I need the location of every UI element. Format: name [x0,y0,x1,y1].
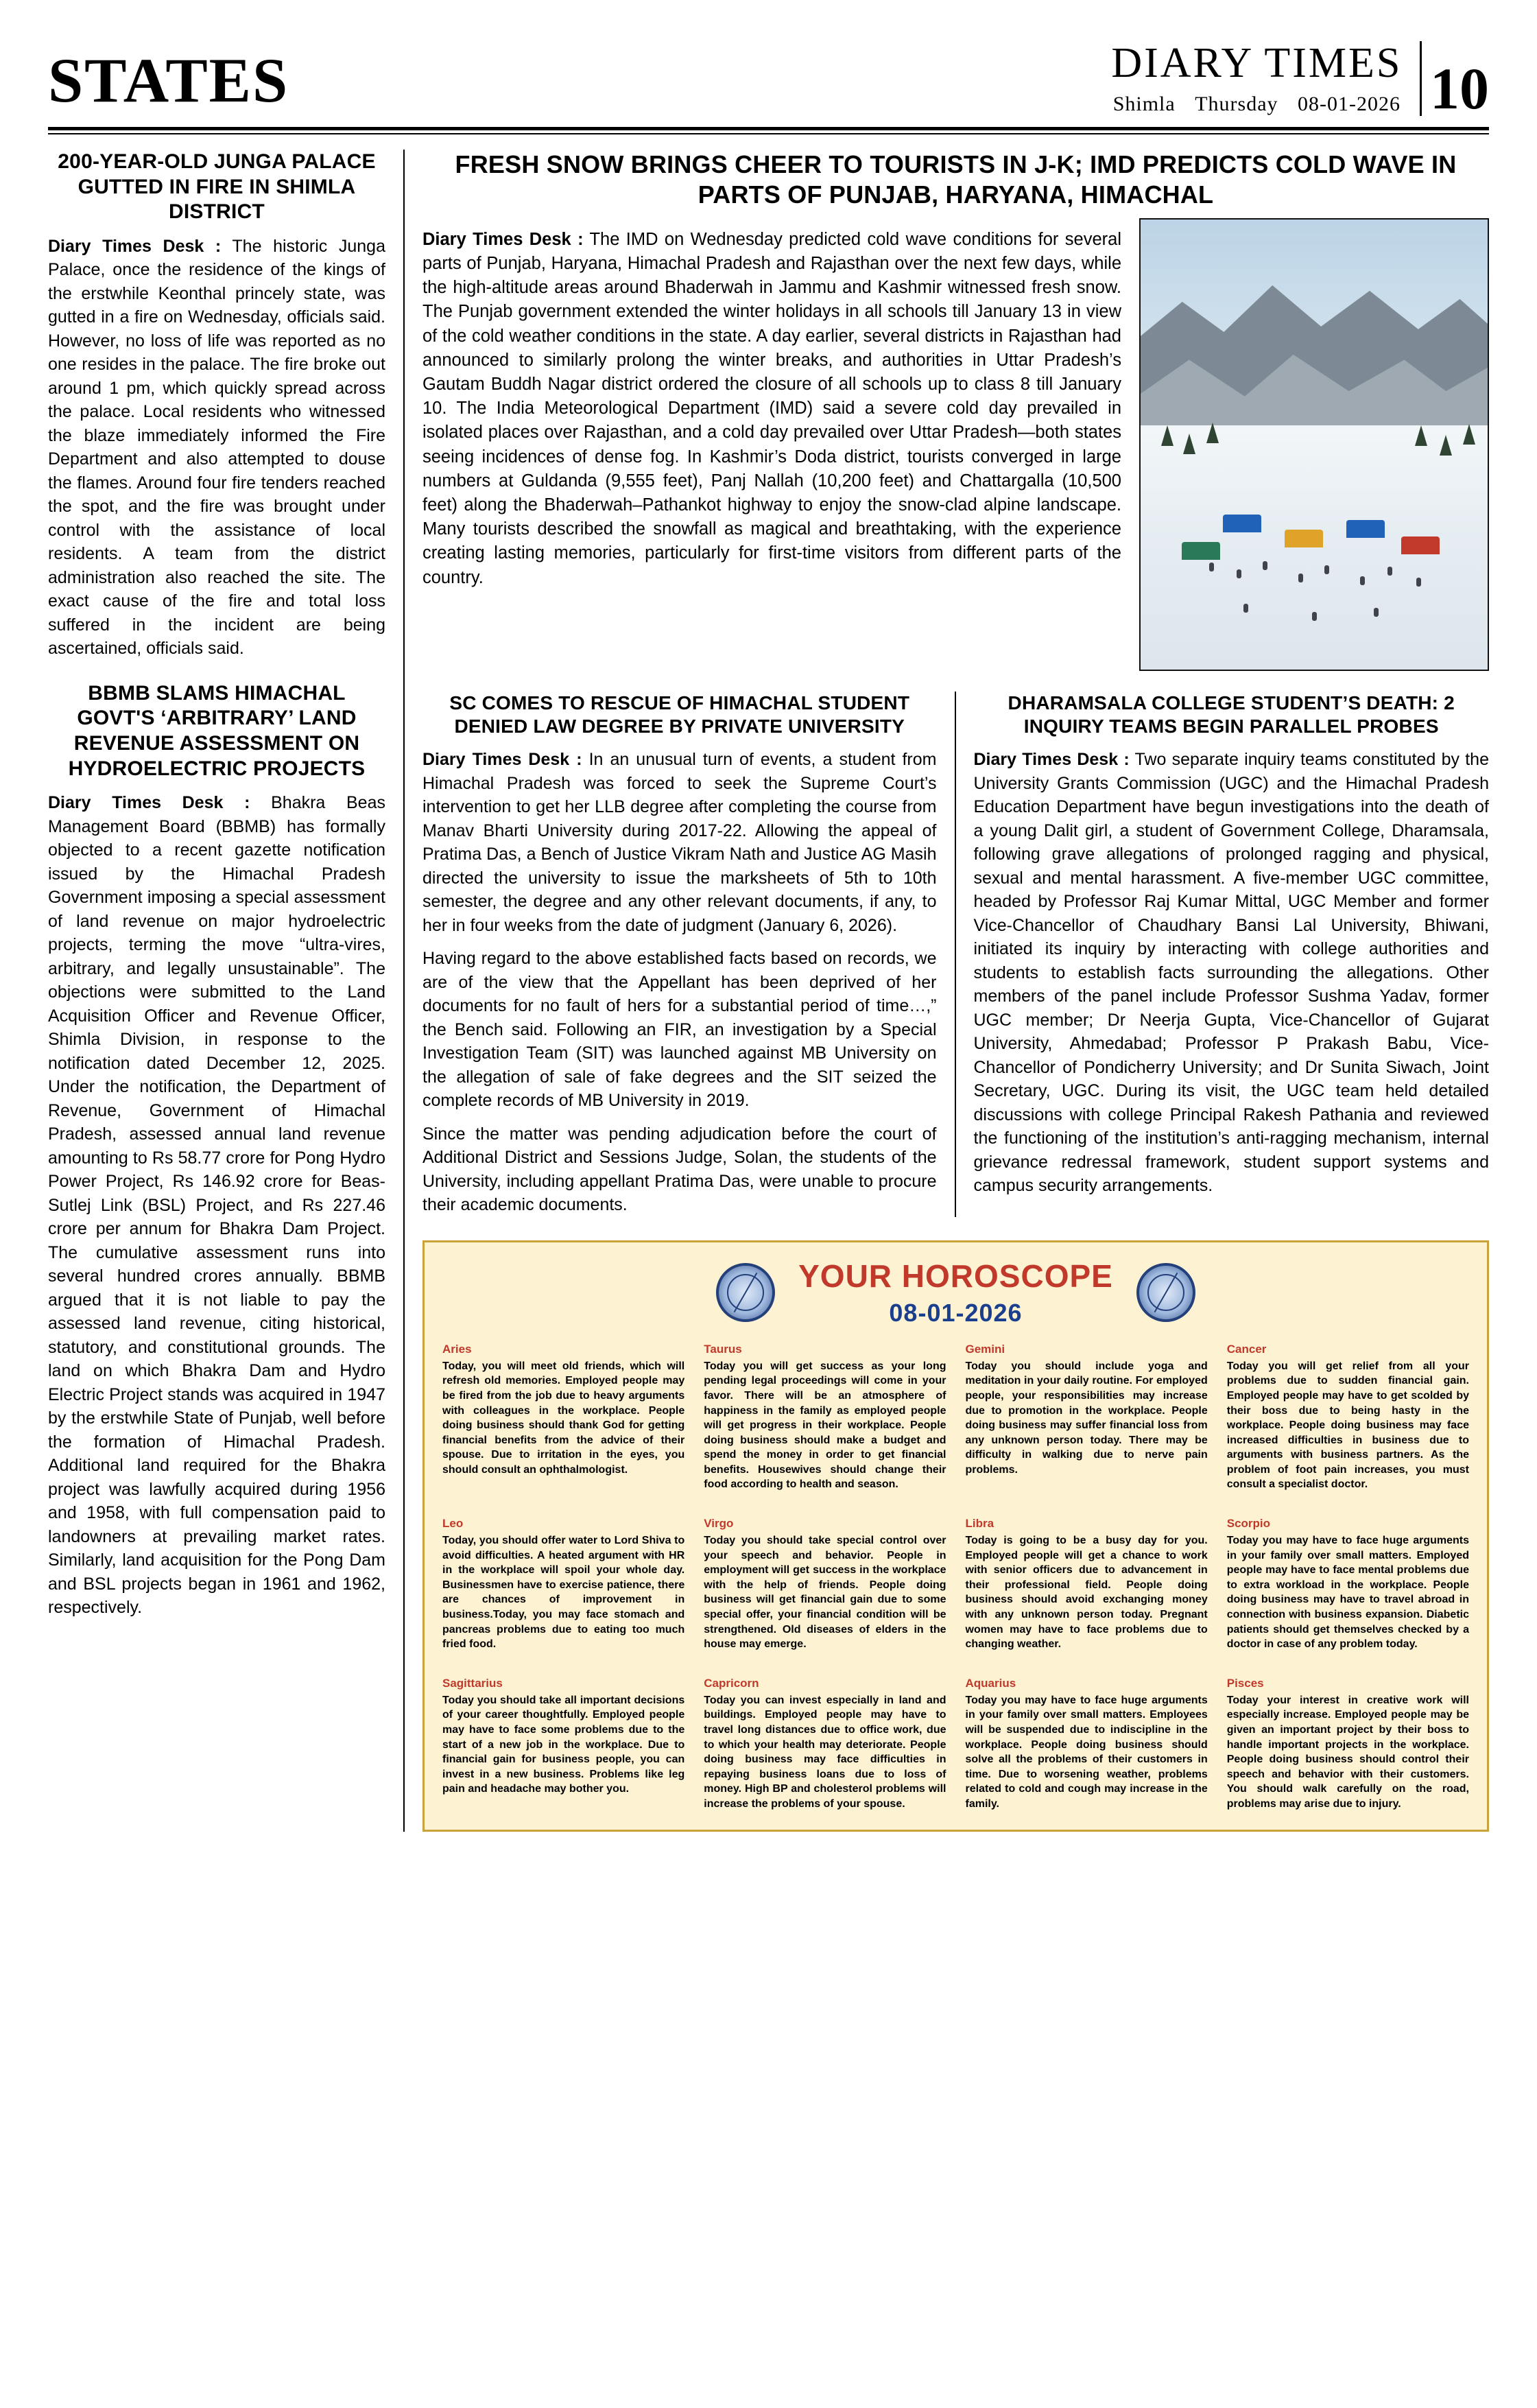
horoscope-sign [1227,1677,1469,1812]
top-story-layout [422,218,1489,671]
sign-text: Today, you will meet old friends, which will refresh old memories. Employed people may be fired from the job due to heavy arguments with colleagues in the workplace. People doing business should thank God for getting financial benefits from the advice of their spouse. Due to irritation in the eyes, you should consult an ophthalmologist. [442,1360,685,1476]
paper-title-block [1106,41,1422,116]
tent-icon [1285,530,1323,547]
sign-name: Scorpio [1226,1517,1271,1531]
byline: Diary Times Desk : [422,750,582,770]
horoscope-sign [1227,1517,1469,1652]
masthead [48,41,1489,123]
person-icon [1298,574,1303,582]
masthead-rule-thin [48,133,1489,134]
masthead-rule-thick [48,127,1489,130]
headline-junga-palace: 200-YEAR-OLD JUNGA PALACE GUTTED IN FIRE IN SHIMLA DISTRICT [58,150,376,224]
sign-text: Today your interest in creative work will especially increase. Employed people may be given an important project by their boss to handle important projects in the workplace. People doing business should control their speech and behavior with their customers. You should walk carefully on the road, problems may arise due to injury. [1226,1694,1469,1810]
sign-text: Today you should take all important decisions of your career thoughtfully. Employed people may have to face some problems due to the start of a new job in the workplace. Due to financial gain for business people, you can invest in a new business. Problems like leg pain and headache may bother you. [442,1694,685,1795]
person-icon [1387,567,1392,576]
section-title: STATES [48,45,289,116]
article-fresh-snow [422,150,1489,671]
lower-two-column [422,692,1489,1217]
page-number: 10 [1430,55,1489,121]
body-text: Bhakra Beas Management Board (BBMB) has formally objected to a recent gazette notification issued by the Himachal Pradesh Government imposing a special assessment of land revenue on major hydroelectric projects, terming the move “ultra-vires, arbitrary, and legally unsustainable”. The objections were submitted to the Land Acquisition Officer and Revenue Officer, Shimla Division, in response to the notification dated December 12, 2025. Under the notification, the Department of Revenue, Government of Himachal Pradesh, assessed annual land revenue amounting to Rs 58.77 crore for Pong Hydro Power Project, Rs 146.92 crore for Beas-Sutlej Link (BSL) Project, and Rs 227.46 crore per annum for Bhakra Dam Project. The cumulative assessment runs into several hundred crores annually. BBMB argued that it is not liable to pay the assessed land revenue, citing historical, statutory, and constitutional grounds. The land on which Bhakra Dam and Hydro Electric Project stands was acquired in 1947 by the erstwhile State of Punjab, well before the formation of Himachal Pradesh. Additional land required for the Bhakra project was lawfully acquired during 1956 and 1958, with full compensation paid to landowners at prevailing market rates. Similarly, land acquisition for the Pong Dam and BSL projects began in 1961 and 1962, respectively. [48,793,385,1618]
horoscope-sign [966,1517,1208,1652]
sign-text: Today you can invest especially in land and buildings. Employed people may have to travel long distances due to office work, due to which your health may deteriorate. People doing business may face difficulties in repaying business loans due to loss of money. High BP and cholesterol problems will increase the problems of your spouse. [704,1694,946,1810]
article-sc-degree [422,692,956,1217]
headline-dharamsala: DHARAMSALA COLLEGE STUDENT’S DEATH: 2 INQUIRY TEAMS BEGIN PARALLEL PROBES [1008,692,1455,737]
article-bbmb [48,681,385,1620]
horoscope-sign [966,1343,1208,1492]
sign-text: Today you will get relief from all your problems due to sudden financial gain. Employed people may have to get scolded by their boss due to being hasty in the workplace. People doing business may face increased difficulties in business due to arguments with business partners. As the problem of foot pain increases, you must consult a specialist doctor. [1226,1360,1469,1491]
article-dharamsala [956,692,1490,1217]
horoscope-date: 08-01-2026 [889,1298,1023,1327]
sign-text: Today is going to be a busy day for you. Employed people will get a chance to work with senior officers due to advancement in their professional field. People doing business should avoid exchanging money with any unknown person today. Pregnant women may have to face problems due to changing weather. [965,1535,1208,1651]
sign-text: Today you will get success as your long pending legal proceedings will come in your favor. There will be an atmosphere of happiness in the family as employed people will get progress in their workplace. People doing business should make a budget and spend the money in order to get financial benefits. Housewives should change their food according to health and season. [704,1360,946,1491]
sign-name: Aquarius [965,1676,1016,1690]
tent-icon [1401,536,1440,554]
horoscope-title: YOUR HOROSCOPE [798,1258,1113,1294]
body-text: Two separate inquiry teams constituted by the University Grants Commission (UGC) and the Himachal Pradesh Education Department have begun investigations into the death of a young Dalit girl, a student of Government College, Dharamsala, following grave allegations of prolonged ragging and physical, sexual and mental harassment. A five-member UGC committee, headed by Professor Raj Kumar Mittal, UGC Member and former Vice-Chancellor of Chaudhary Bansi Lal University, Bhiwani, initiated its inquiry by interacting with college authorities and students to establish facts surrounding the allegations. Other members of the panel include Professor Sushma Yadav, former UGC member; Dr Neerja Gupta, Vice-Chancellor of Gujarat University, Ahmedabad; Professor P Prakash Babu, Vice-Chancellor of Pondicherry University; and Dr Sunita Siwach, Joint Secretary, UGC. During its visit, the UGC team held detailed discussions with college Principal Rakesh Pathania and reviewed the functioning of the institution’s anti-ragging mechanism, internal grievance redressal framework, student support systems and campus security arrangements. [973,750,1489,1196]
horoscope-sign [442,1677,684,1812]
body-text: In an unusual turn of events, a student from Himachal Pradesh was forced to seek the Supreme Court’s intervention to get her LLB degree after completing the course from Manav Bharti University during 2017-22. Allowing the appeal of Pratima Das, a Bench of Justice Vikram Nath and Justice AG Masih directed the university to issue the marksheets of 5th to 10th semester, the degree and any other relevant documents, if any, to her in four weeks from the date of judgment (January 6, 2026). [422,750,937,935]
snow-valley-photo [1139,218,1489,671]
tree-icon [1161,425,1173,446]
horoscope-sign [442,1343,684,1492]
tent-icon [1182,542,1220,560]
body-dharamsala [974,748,1490,1198]
masthead-right [1106,40,1489,121]
horoscope-sign [442,1517,684,1652]
horoscope-sign [704,1343,946,1492]
body-junga-palace [48,235,385,661]
sign-text: Today, you should offer water to Lord Shiva to avoid difficulties. A heated argument with HR in the workplace will spoil your whole day. Businessmen have to exercise patience, there are chances of improvement in business.Today, you may face stomach and pancreas problems due to eating too much fried food. [442,1535,685,1651]
sign-name: Leo [442,1517,464,1531]
body-sc-degree-2: Having regard to the above established facts based on records, we are of the view that the Appellant has been deprived of her documents for no fault of hers for a substantial period of time…,” the Bench said. Following an FIR, an investigation by a Special Investigation Team (SIT) was launched against MB University on the allegation of sale of fake degrees and the SIT seized the complete records of MB University in 2019. [422,949,937,1111]
horoscope-grid [442,1343,1469,1812]
sign-name: Sagittarius [442,1676,503,1690]
person-icon [1324,565,1329,574]
sign-name: Pisces [1226,1676,1264,1690]
horoscope-sign [704,1677,946,1812]
byline: Diary Times Desk : [422,229,584,249]
sign-name: Taurus [704,1342,742,1356]
sign-name: Virgo [704,1517,734,1531]
person-icon [1374,608,1379,617]
tree-icon [1440,435,1452,456]
tree-icon [1415,425,1427,446]
horoscope-sign [1227,1343,1469,1492]
body-text: The IMD on Wednesday predicted cold wave conditions for several parts of Punjab, Haryana, Himachal Pradesh and Rajasthan over the next few days, while the high-altitude areas around Bhaderwah in Jammu and Kashmir witnessed fresh snow. The Punjab government extended the winter holidays in all schools till January 13 in view of the cold weather conditions in the state. A day earlier, several districts in Rajasthan had announced to similarly prolong the winter breaks, and authorities in Uttar Pradesh’s Gautam Buddh Nagar district ordered the closure of all schools up to class 8 till January 10. The India Meteorological Department (IMD) said a severe cold day prevailed in isolated places over Rajasthan, and a cold day prevailed over Uttar Pradesh—both states seeing incidences of dense fog. In Kashmir’s Doda district, tourists converged in large numbers at Guldanda (9,555 feet), Panj Nallah (10,200 feet) and Chattargalla (10,500 feet) along the Bhaderwah–Pathankot highway to enjoy the snow-clad alpine landscape. Many tourists described the snowfall as magical and breathtaking, with the experience creating lasting memories, particularly for first-time visitors from different parts of the country. [422,229,1121,587]
person-icon [1209,563,1214,571]
tree-icon [1463,424,1475,445]
content-grid [48,150,1489,1831]
right-column [405,150,1489,1831]
body-text: The historic Junga Palace, once the residence of the kings of the erstwhile Keonthal princely state, was gutted in a fire on Wednesday, officials said. However, no loss of life was reported as no one resides in the palace. The fire broke out around 1 pm, which quickly spread across the palace. Local residents who witnessed the blaze immediately informed the Fire Department and also attempted to douse the flames. Around four fire tenders reached the spot, and the fire was brought under control with the assistance of local residents. A team from the district administration also reached the site. The exact cause of the fire and total loss suffered in the incident are being ascertained, officials said. [48,236,385,659]
person-icon [1416,578,1421,587]
zodiac-wheel-icon [716,1263,775,1322]
person-icon [1360,576,1365,585]
person-icon [1243,604,1248,613]
tree-icon [1206,423,1219,443]
horoscope-sign [966,1677,1208,1812]
masthead-day: Thursday [1195,93,1278,116]
sign-text: Today you should take special control over your speech and behavior. People in employment will get success in the workplace with the help of friends. People doing business will get financial gain due to some special offer, your financial condition will be strengthened. Old diseases of elders in the house may emerge. [704,1535,946,1651]
person-icon [1312,612,1317,621]
masthead-date: 08-01-2026 [1298,93,1401,116]
sign-text: Today you may have to face huge arguments in your family over small matters. Employees will be suspended due to indiscipline in the workplace. People doing business should solve all the problems of their customers in time. Due to worsening weather, problems related to cold and cough may increase in the family. [965,1694,1208,1810]
headline-bbmb: BBMB SLAMS HIMACHAL GOVT'S ‘ARBITRARY’ LAND REVENUE ASSESSMENT ON HYDROELECTRIC PROJECTS [68,681,366,780]
body-sc-degree-3: Since the matter was pending adjudication before the court of Additional District and Sessions Judge, Solan, the students of the University, including appellant Pratima Das, were unable to procure their academic documents. [422,1124,937,1215]
paper-name: DIARY TIMES [1111,40,1403,86]
person-icon [1263,561,1267,570]
masthead-city: Shimla [1112,93,1176,116]
tent-icon [1223,515,1261,532]
masthead-dateline [1106,93,1407,116]
byline: Diary Times Desk : [48,236,222,256]
person-icon [1237,569,1241,578]
horoscope-header [442,1258,1469,1327]
body-fresh-snow [422,228,1121,590]
sign-name: Gemini [965,1342,1005,1356]
article-junga-palace [48,150,385,661]
byline: Diary Times Desk : [48,793,250,813]
left-column [48,150,405,1831]
headline-sc-degree: SC COMES TO RESCUE OF HIMACHAL STUDENT DENIED LAW DEGREE BY PRIVATE UNIVERSITY [449,692,910,737]
body-sc-degree-1 [422,748,937,937]
sign-text: Today you may have to face huge arguments in your family over small matters. Employed people may have to face mental problems due to extra workload in the workplace. People doing business may have to travel abroad in connection with business expansion. Diabetic patients should get themselves checked by a doctor in case of any problem today. [1226,1535,1469,1651]
horoscope-title-wrap [798,1258,1113,1327]
horoscope-panel [422,1240,1489,1832]
byline: Diary Times Desk : [973,750,1130,770]
sign-text: Today you should include yoga and meditation in your daily routine. For employed people, your responsibilities may increase due to promotion in the workplace. People doing business may suffer financial loss from any unknown person today. There may be difficulty in walking due to nerve pain problems. [965,1360,1208,1476]
zodiac-wheel-icon [1136,1263,1195,1322]
tree-icon [1183,434,1195,454]
sign-name: Libra [965,1517,994,1531]
sign-name: Aries [442,1342,472,1356]
headline-fresh-snow: FRESH SNOW BRINGS CHEER TO TOURISTS IN J-K; IMD PREDICTS COLD WAVE IN PARTS OF PUNJAB, HARYANA, HIMACHAL [455,150,1457,209]
tent-icon [1346,520,1385,538]
top-story-text [422,218,1121,671]
body-bbmb [48,791,385,1620]
horoscope-sign [704,1517,946,1652]
sign-name: Cancer [1226,1342,1267,1356]
sign-name: Capricorn [704,1676,759,1690]
